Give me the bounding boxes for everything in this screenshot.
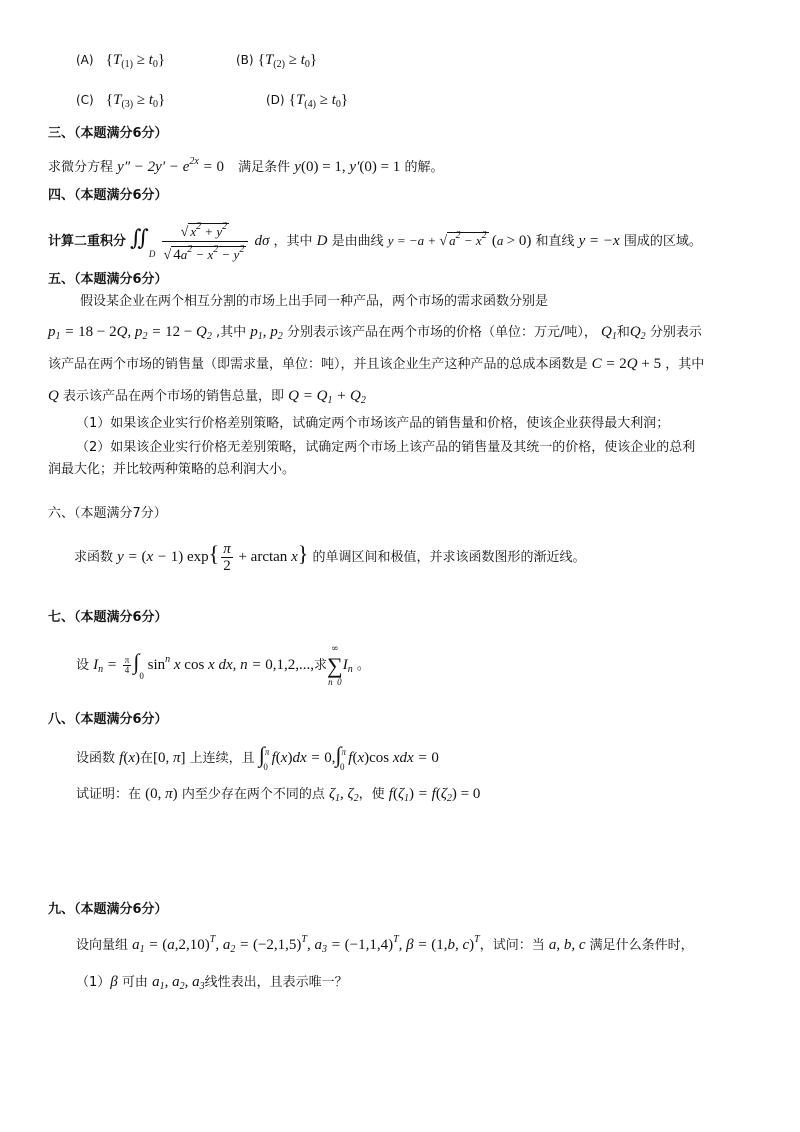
- q7-text-mid: 求: [313, 658, 327, 673]
- option-b-label: (B): [236, 53, 254, 67]
- option-a-label: (A): [76, 53, 94, 67]
- q5-prices: $p_1$, $p_2$: [250, 324, 283, 342]
- q5-line2: [48, 322, 702, 347]
- q7-def: $I_n$ = π 4 $\int_0$ $\sin^n x$ cos x dx, n = 0,1,2,...,: [93, 649, 314, 681]
- q8-heading: 八、（本题满分6分）: [48, 712, 168, 727]
- q3-text-before: 求微分方程: [48, 160, 114, 175]
- q3-text-after: 的解。: [404, 160, 444, 175]
- q8-l2a: 试证明：在: [76, 787, 142, 802]
- q9-avec: $a_1$, $a_2$, $a_3$: [152, 974, 205, 992]
- q6-text-before: 求函数: [74, 550, 114, 565]
- q7-sum-term: $I_n$: [342, 657, 353, 675]
- q7-heading: 七、（本题满分6分）: [48, 610, 168, 625]
- q9-l1c: 满足什么条件时，: [589, 938, 694, 953]
- q5-qs: $Q_1$和$Q_2$: [600, 324, 646, 342]
- q8-l2b: 内至少存在两个不同的点: [181, 787, 325, 802]
- q4-text-3: 和直线: [535, 234, 575, 249]
- q7-body: [76, 640, 370, 696]
- q6-heading: 六、（本题满分7分）: [48, 506, 167, 521]
- q8-pts: $\zeta_1$, $\zeta_2$: [328, 786, 359, 804]
- q7-sum-sign: ∞ ∑ n 0: [327, 643, 343, 687]
- q5-line3: [48, 354, 704, 375]
- q8-l2c: ，使: [358, 787, 385, 802]
- q5-item1: （1）如果该企业实行价格差别策略，试确定两个市场该产品的销售量和价格，使该企业获得最大利润；: [76, 416, 670, 431]
- q3-body: [48, 152, 443, 178]
- q5-para1: 假设某企业在两个相互分割的市场上出手同一种产品，两个市场的需求函数分别是: [80, 294, 549, 309]
- q4-text-2: 是由曲线: [331, 234, 384, 249]
- q3-equation: $y'' - 2y' - e^{2x} = 0$: [117, 156, 224, 175]
- q8-concl: $f(\zeta_1) = f(\zeta_2) = 0$: [388, 786, 481, 804]
- q5-demand: $p_1 = 18 - 2Q$, $p_2 = 12 - Q_2$: [48, 324, 212, 342]
- q9-vectors: $a_1 = (a,2,10)^T$, $a_2 = (-2,1,5)^T$, $a_3 = (-1,1,4)^T$, β = (1,b, c)$^T$: [132, 934, 480, 955]
- option-a: (A) $\{T_{(1)} \ge t_0\}$: [76, 52, 166, 70]
- q8-fx: f(x): [119, 750, 140, 766]
- q9-heading: 九、（本题满分6分）: [48, 902, 168, 917]
- option-d-label: (D): [266, 93, 285, 107]
- option-b: (B) $\{T_{(2)} \ge t_0\}$: [236, 52, 318, 70]
- q9-beta: β: [110, 974, 118, 990]
- q4-text-4: 围成的区域。: [623, 234, 702, 249]
- q5-text-c: 分别表示: [649, 325, 702, 340]
- q5-item2b: 润最大化；并比较两种策略的总利润大小。: [48, 462, 296, 477]
- q5-heading: 五、（本题满分6分）: [48, 272, 168, 287]
- q9-item1a: （1）: [76, 975, 111, 990]
- option-c-label: (C): [76, 93, 94, 107]
- q8-conds: ∫$^\pi_0$ f(x)dx = 0,∫$^\pi_0$ f(x)cos xdx = 0: [258, 742, 439, 772]
- q9-item1: [76, 972, 348, 997]
- q5-line3a: 该产品在两个市场的销售量（即需求量，单位：吨），并且该企业生产这种产品的总成本函数是: [48, 357, 588, 372]
- q9-line1: [76, 930, 694, 960]
- q6-body: [74, 534, 585, 578]
- q4-integrand: $\frac{√ x^2 + y^2}{√ 4a^2 - x^2 - y^2}$: [162, 219, 249, 264]
- q4-body: 计算二重积分 $∬_D$ $\frac{√ x^2 + y^2}{√ 4a^2 - x^2 - y^2}$ dσ ，其中 D 是由曲线 y = −a + √ $a^2 - x^2$ (a > 0) 和直线 y = −x 围成的区域。: [48, 221, 702, 263]
- q4-curve: y = −a + √ $a^2 - x^2$ (a > 0): [387, 230, 532, 249]
- q5-line3b: ，其中: [665, 357, 705, 372]
- option-d: (D) $\{T_{(4)} \ge t_0\}$: [266, 92, 349, 110]
- q9-abc: a, b, c: [548, 937, 586, 953]
- q9-item1c: 线性表出，且表示唯一？: [204, 975, 348, 990]
- q8-line1: [76, 738, 439, 781]
- q8-l1a: 设函数: [76, 751, 116, 766]
- q8-line2: [76, 784, 480, 809]
- q5-total: $Q = Q_1 + Q_2$: [288, 388, 366, 406]
- q9-item1b: 可由: [121, 975, 148, 990]
- q5-item2a: （2）如果该企业实行价格无差别策略，试确定两个市场上该产品的销售量及其统一的价格，使该企业的总利: [76, 440, 696, 455]
- q4-heading: 四、（本题满分6分）: [48, 188, 168, 203]
- q4-lead: 计算二重积分: [48, 234, 127, 249]
- q8-l1b: 在: [140, 751, 154, 766]
- q3-heading: 三、（本题满分6分）: [48, 126, 168, 141]
- q5-line4: [48, 386, 366, 411]
- q4-D: D: [316, 233, 328, 249]
- q5-Q: Q: [48, 388, 59, 404]
- q6-text-after: 的单调区间和极值，并求该函数图形的渐近线。: [312, 550, 586, 565]
- q3-text-middle: 满足条件: [238, 160, 291, 175]
- q7-text-before: 设: [76, 658, 90, 673]
- q3-condition: y(0) = 1, y′(0) = 1: [294, 159, 401, 175]
- q6-func: y = (x − 1) exp{ $\frac{\pi}{2}$ + arctan x}: [117, 541, 309, 575]
- q5-line4b: 表示该产品在两个市场的销售总量，即: [62, 389, 284, 404]
- q4-text-1: ，其中: [273, 234, 313, 249]
- q9-l1a: 设向量组: [76, 938, 129, 953]
- q8-l1c: 上连续，且: [189, 751, 255, 766]
- option-c: (C) $\{T_{(3)} \ge t_0\}$: [76, 92, 166, 110]
- q5-cost: C = 2Q + 5: [591, 356, 662, 372]
- q8-open: (0, π): [145, 786, 178, 802]
- q8-interval: [0, π]: [153, 750, 186, 766]
- q7-text-after: 。: [356, 658, 370, 673]
- q4-line: y = −x: [578, 233, 620, 249]
- q5-text-b: 分别表示该产品在两个市场的价格（单位：万元/吨），: [286, 325, 597, 340]
- q5-text-a: ,其中: [216, 325, 247, 340]
- q4-integral-sign: ∬: [130, 225, 149, 250]
- q9-l1b: ，试问：当: [479, 938, 545, 953]
